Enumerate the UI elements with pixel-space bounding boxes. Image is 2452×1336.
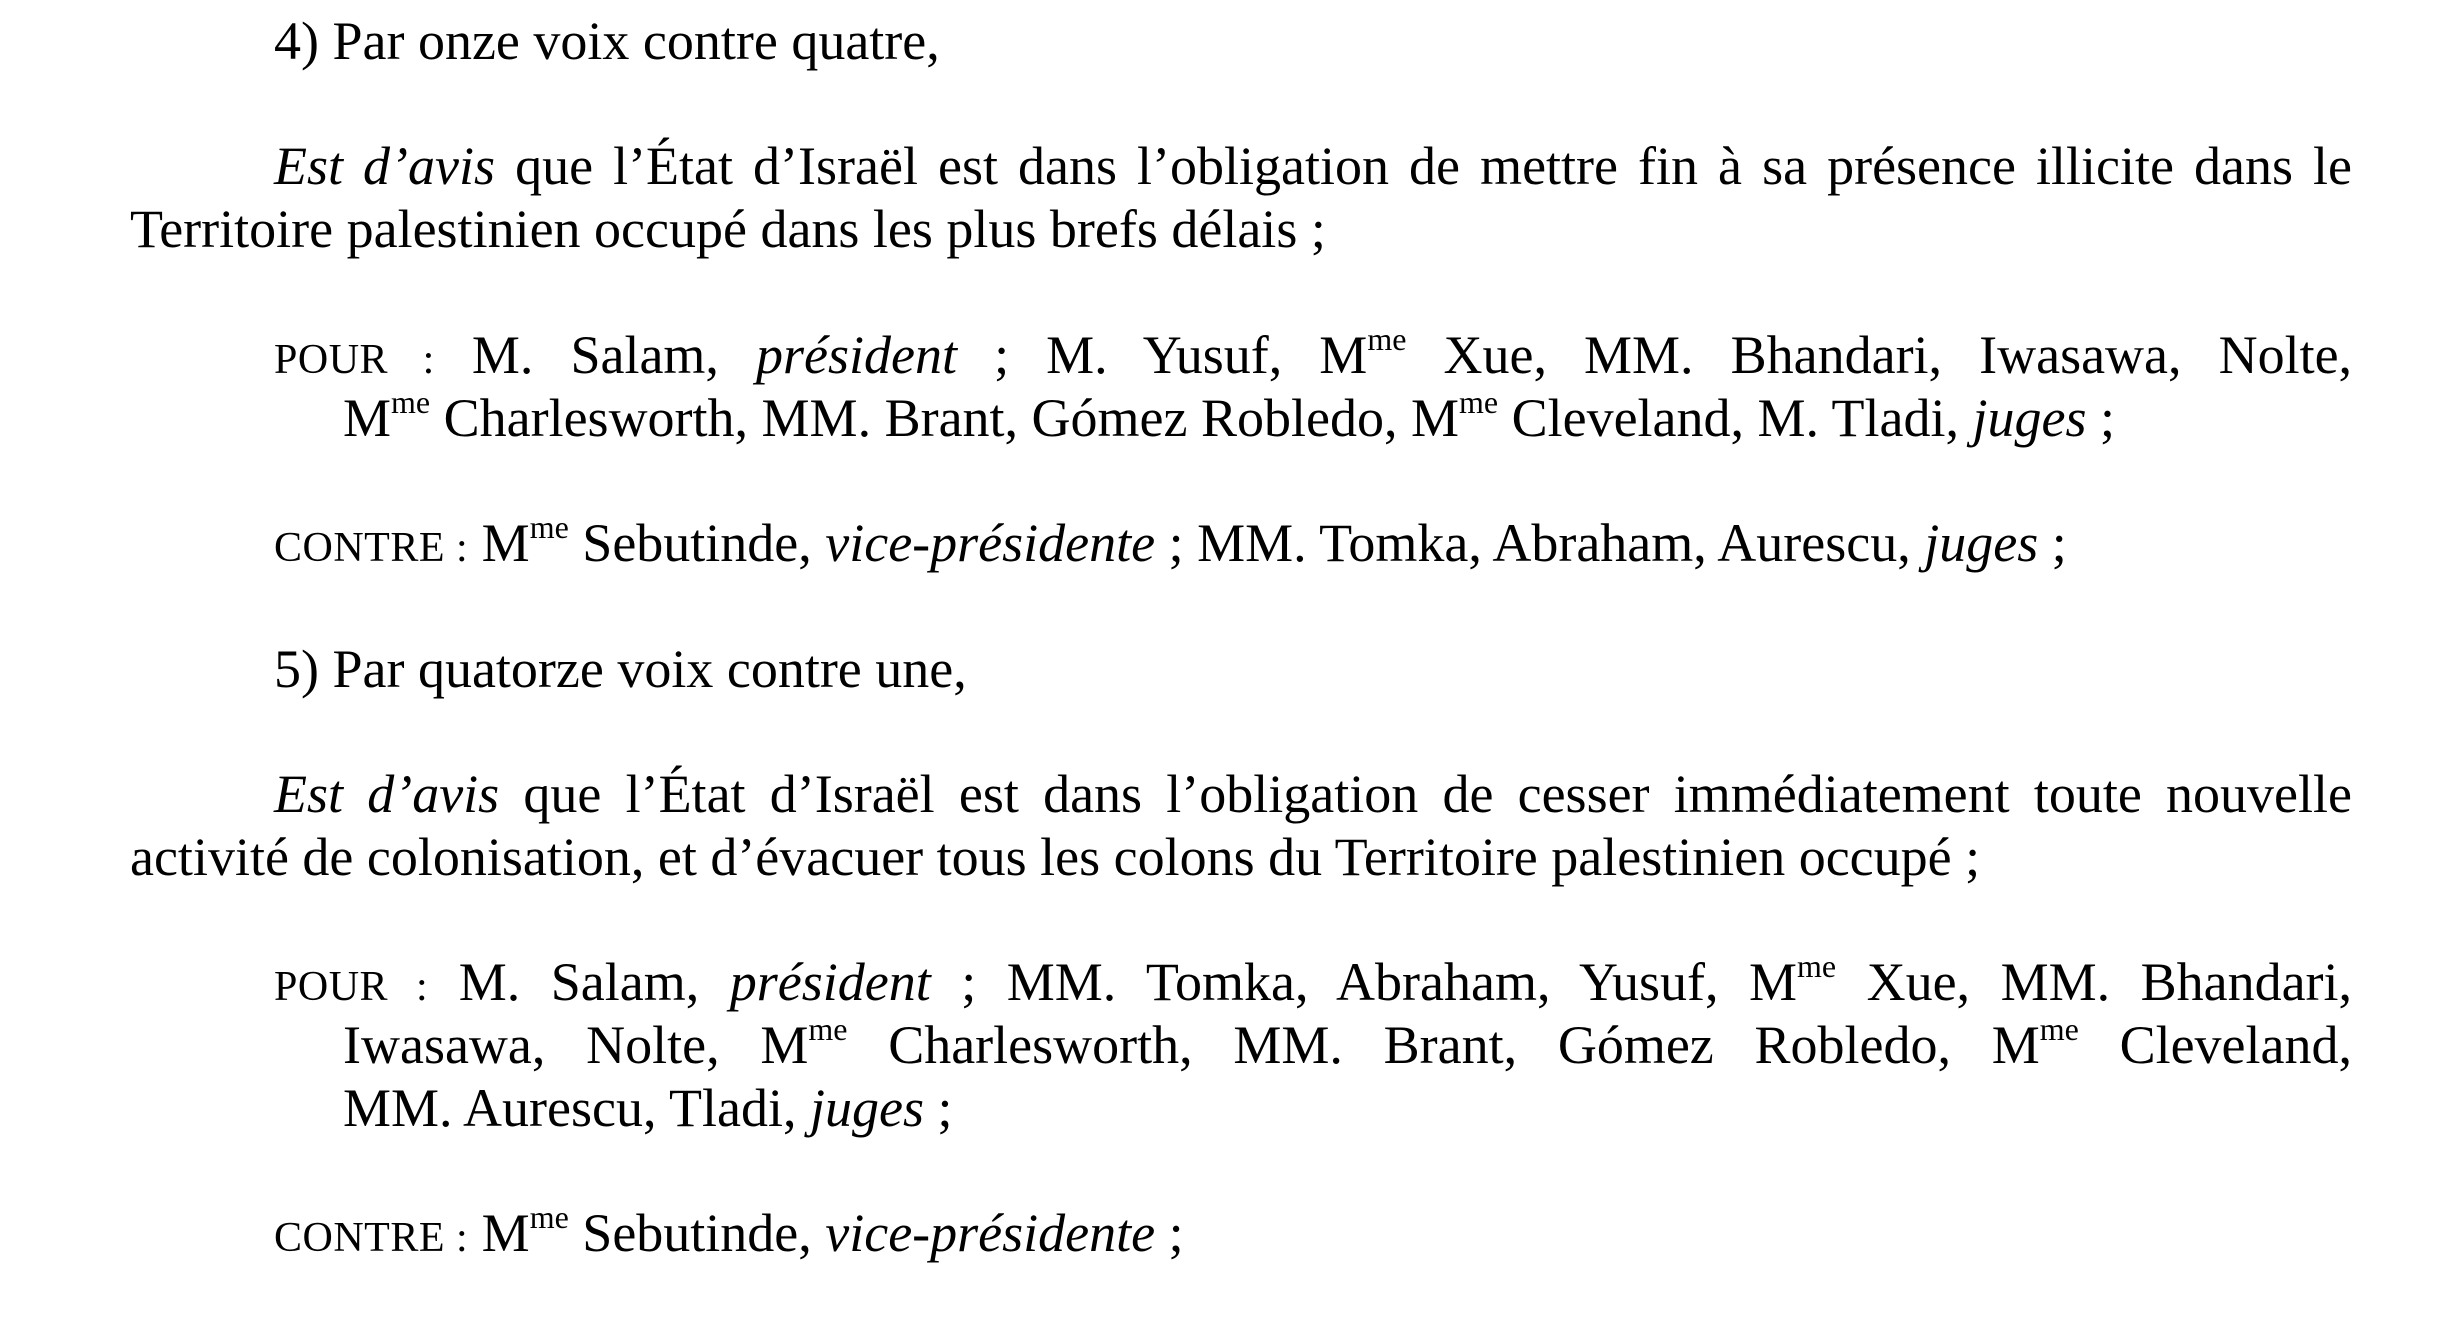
- vote-text: Sebutinde,: [582, 513, 812, 573]
- vote-text: ; MM. Tomka, Abraham, Yusuf, M: [961, 952, 1797, 1012]
- vote-text: Charlesworth, MM. Brant, Gómez Robledo, M: [443, 388, 1459, 448]
- vote-text: ;: [2100, 388, 2116, 448]
- vote-text: Sebutinde,: [582, 1203, 812, 1263]
- section-5-pour-line1: [274, 948, 2353, 1019]
- section-4-pour-line1: [274, 321, 2353, 392]
- title-italic: juges: [809, 1078, 924, 1138]
- opinion-text: activité de colonisation, et d’évacuer tous les colons du Territoire palestinien occupé ;: [130, 827, 1981, 887]
- superscript: me: [391, 384, 431, 420]
- vote-text: M. Salam,: [458, 952, 700, 1012]
- superscript: me: [808, 1011, 848, 1047]
- section-4-heading: [274, 10, 940, 73]
- title-italic: vice-présidente: [825, 1203, 1156, 1263]
- section-5-heading: [274, 638, 967, 701]
- section-5-pour-line2: [343, 1011, 2352, 1077]
- opinion-lead: Est d’avis: [274, 136, 496, 196]
- opinion-lead: Est d’avis: [274, 764, 500, 824]
- vote-text: Iwasawa, Nolte, M: [343, 1015, 809, 1075]
- section-5-opinion-line1: [274, 763, 2352, 826]
- vote-text: ;: [1168, 1203, 1184, 1263]
- section-5-opinion-line2: [130, 826, 1980, 889]
- superscript: me: [1458, 384, 1499, 420]
- section-4-contre-line: [274, 509, 2067, 580]
- vote-text: Xue, MM. Bhandari,: [1866, 952, 2353, 1012]
- title-italic: vice-présidente: [825, 513, 1156, 573]
- section-4-pour-line2: [343, 384, 2116, 450]
- opinion-text: Territoire palestinien occupé dans les plus brefs délais ;: [130, 199, 1326, 259]
- section-4-opinion-line2: [130, 198, 1326, 261]
- vote-text: Xue, MM. Bhandari, Iwasawa, Nolte,: [1443, 325, 2353, 385]
- section-5-pour-line3: [343, 1077, 952, 1140]
- vote-text: ; MM. Tomka, Abraham, Aurescu,: [1168, 513, 1911, 573]
- vote-text: Cleveland, M. Tladi,: [1511, 388, 1960, 448]
- title-italic: juges: [1924, 513, 2039, 573]
- vote-text: ;: [937, 1078, 953, 1138]
- vote-text: Charlesworth, MM. Brant, Gómez Robledo, M: [888, 1015, 2040, 1075]
- heading-text: 4) Par onze voix contre quatre,: [274, 11, 940, 71]
- superscript: me: [2039, 1011, 2079, 1047]
- title-italic: juges: [1972, 388, 2087, 448]
- vote-text: ;: [2051, 513, 2067, 573]
- superscript: me: [1367, 321, 1407, 357]
- vote-text: M. Salam,: [471, 325, 719, 385]
- vote-text: ; M. Yusuf, M: [994, 325, 1368, 385]
- title-italic: président: [729, 952, 931, 1012]
- contre-label: CONTRE :: [274, 525, 469, 571]
- pour-label: POUR :: [274, 964, 429, 1010]
- pour-label: POUR :: [274, 337, 435, 383]
- heading-text: 5) Par quatorze voix contre une,: [274, 639, 967, 699]
- vote-text: M: [481, 513, 530, 573]
- title-italic: président: [756, 325, 957, 385]
- superscript: me: [529, 1199, 569, 1235]
- vote-text: M: [481, 1203, 530, 1263]
- vote-text: M: [343, 388, 392, 448]
- opinion-text: que l’État d’Israël est dans l’obligation de cesser immédiatement toute nouvelle: [523, 764, 2352, 824]
- superscript: me: [1796, 948, 1837, 984]
- superscript: me: [529, 509, 569, 545]
- vote-text: Cleveland,: [2119, 1015, 2352, 1075]
- section-5-contre-line: [274, 1199, 1184, 1270]
- vote-text: MM. Aurescu, Tladi,: [343, 1078, 797, 1138]
- section-4-opinion-line1: [274, 135, 2352, 198]
- opinion-text: que l’État d’Israël est dans l’obligation de mettre fin à sa présence illicite dans le: [515, 136, 2352, 196]
- contre-label: CONTRE :: [274, 1215, 469, 1261]
